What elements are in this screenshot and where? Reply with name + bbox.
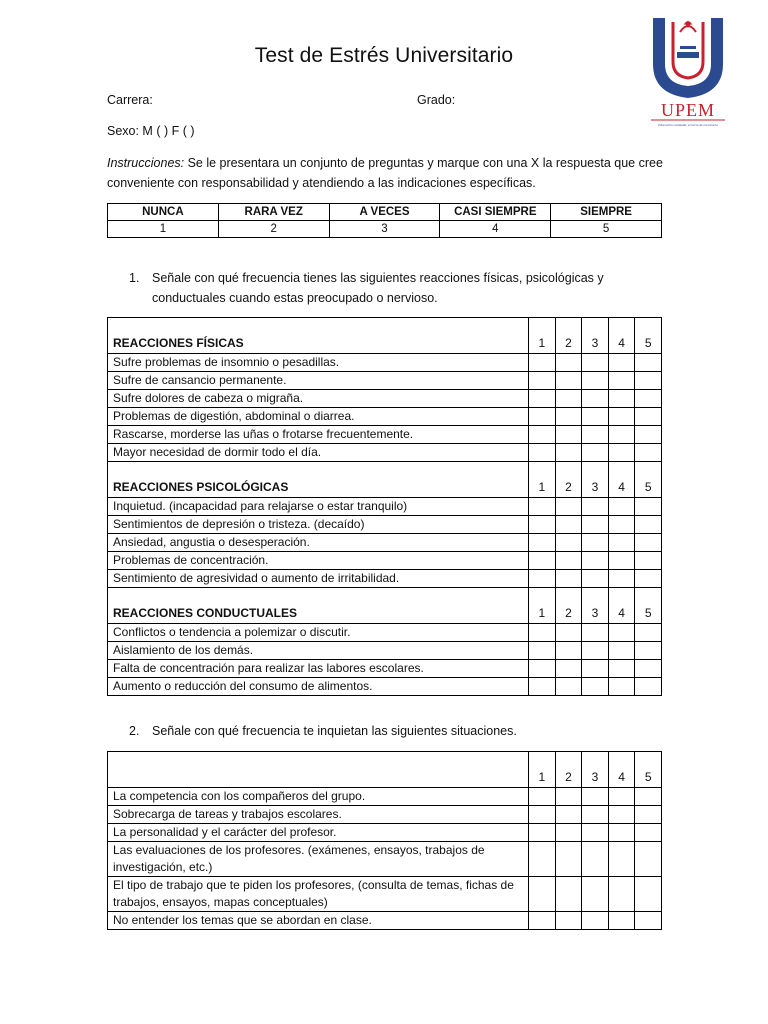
rating-cell[interactable] xyxy=(608,660,635,678)
instructions-text: Se le presentara un conjunto de preguntas y marque con una X la respuesta que cree conveniente con responsabilidad y atendiendo a las indicaciones específicas. xyxy=(107,156,663,190)
rating-cell[interactable] xyxy=(529,642,556,660)
item-label: Problemas de concentración. xyxy=(108,552,529,570)
item-label: Sentimiento de agresividad o aumento de irritabilidad. xyxy=(108,570,529,588)
section-title xyxy=(108,752,529,788)
rating-cell[interactable] xyxy=(529,408,556,426)
item-label: Las evaluaciones de los profesores. (exámenes, ensayos, trabajos de investigación, etc.) xyxy=(108,842,529,877)
table-row xyxy=(108,678,662,696)
scale-value: 4 xyxy=(440,221,551,238)
rating-cell[interactable] xyxy=(529,552,556,570)
logo-tagline: Educación realizada, servicio de excelencia xyxy=(658,123,718,127)
rating-cell[interactable] xyxy=(555,642,582,660)
rating-cell[interactable] xyxy=(582,824,609,842)
table-row xyxy=(108,570,662,588)
rating-cell[interactable] xyxy=(635,678,662,696)
rating-header: 1 xyxy=(529,752,556,788)
rating-cell[interactable] xyxy=(582,498,609,516)
rating-cell[interactable] xyxy=(582,534,609,552)
rating-header: 5 xyxy=(635,318,662,354)
item-label: Sufre problemas de insomnio o pesadillas. xyxy=(108,354,529,372)
table-row xyxy=(108,642,662,660)
scale-table xyxy=(107,203,662,238)
item-label: Problemas de digestión, abdominal o diarrea. xyxy=(108,408,529,426)
rating-cell[interactable] xyxy=(555,552,582,570)
table-row xyxy=(108,534,662,552)
rating-cell[interactable] xyxy=(555,516,582,534)
rating-cell[interactable] xyxy=(635,842,662,877)
instructions-label: Instrucciones: xyxy=(107,156,185,170)
rating-cell[interactable] xyxy=(635,408,662,426)
rating-header: 3 xyxy=(582,752,609,788)
instructions xyxy=(107,153,667,193)
rating-cell[interactable] xyxy=(555,824,582,842)
rating-header: 5 xyxy=(635,588,662,624)
rating-cell[interactable] xyxy=(608,788,635,806)
table-row xyxy=(108,877,662,912)
rating-cell[interactable] xyxy=(529,516,556,534)
rating-cell[interactable] xyxy=(555,570,582,588)
item-label: No entender los temas que se abordan en clase. xyxy=(108,912,529,930)
page-title: Test de Estrés Universitario xyxy=(254,44,514,67)
rating-cell[interactable] xyxy=(608,408,635,426)
rating-cell[interactable] xyxy=(555,354,582,372)
table-row xyxy=(108,408,662,426)
rating-cell[interactable] xyxy=(635,552,662,570)
rating-cell[interactable] xyxy=(635,372,662,390)
reactions-table xyxy=(107,317,662,696)
rating-cell[interactable] xyxy=(608,390,635,408)
rating-cell[interactable] xyxy=(555,390,582,408)
situations-table xyxy=(107,751,662,930)
question-text: Señale con qué frecuencia te inquietan las siguientes situaciones. xyxy=(152,724,517,738)
item-label: Sufre de cansancio permanente. xyxy=(108,372,529,390)
rating-cell[interactable] xyxy=(608,678,635,696)
rating-cell[interactable] xyxy=(555,678,582,696)
rating-cell[interactable] xyxy=(635,516,662,534)
rating-cell[interactable] xyxy=(635,498,662,516)
rating-cell[interactable] xyxy=(529,498,556,516)
item-label: Sentimientos de depresión o tristeza. (decaído) xyxy=(108,516,529,534)
rating-cell[interactable] xyxy=(582,842,609,877)
item-label: La personalidad y el carácter del profesor. xyxy=(108,824,529,842)
item-label: Sufre dolores de cabeza o migraña. xyxy=(108,390,529,408)
item-label: Inquietud. (incapacidad para relajarse o estar tranquilo) xyxy=(108,498,529,516)
rating-cell[interactable] xyxy=(635,824,662,842)
scale-value: 3 xyxy=(329,221,440,238)
rating-cell[interactable] xyxy=(608,806,635,824)
rating-cell[interactable] xyxy=(608,516,635,534)
scale-label: RARA VEZ xyxy=(218,204,329,221)
rating-cell[interactable] xyxy=(582,642,609,660)
section-header-row xyxy=(108,462,662,498)
item-label: Ansiedad, angustia o desesperación. xyxy=(108,534,529,552)
scale-label: NUNCA xyxy=(108,204,219,221)
table-row xyxy=(108,444,662,462)
rating-cell[interactable] xyxy=(555,788,582,806)
rating-header: 1 xyxy=(529,588,556,624)
sexo-field: Sexo: M ( ) F ( ) xyxy=(107,124,195,138)
rating-cell[interactable] xyxy=(555,534,582,552)
rating-cell[interactable] xyxy=(529,788,556,806)
rating-cell[interactable] xyxy=(582,877,609,912)
table-row xyxy=(108,552,662,570)
item-label: La competencia con los compañeros del grupo. xyxy=(108,788,529,806)
rating-cell[interactable] xyxy=(582,552,609,570)
rating-header: 4 xyxy=(608,318,635,354)
item-label: Aumento o reducción del consumo de alimentos. xyxy=(108,678,529,696)
item-label: Rascarse, morderse las uñas o frotarse frecuentemente. xyxy=(108,426,529,444)
rating-cell[interactable] xyxy=(555,444,582,462)
rating-header: 2 xyxy=(555,752,582,788)
rating-cell[interactable] xyxy=(635,806,662,824)
section-header-row xyxy=(108,588,662,624)
rating-cell[interactable] xyxy=(608,877,635,912)
scale-value: 1 xyxy=(108,221,219,238)
rating-cell[interactable] xyxy=(555,877,582,912)
question-text: Señale con qué frecuencia tienes las siguientes reacciones físicas, psicológicas y conductuales cuando estas preocupado o nervioso. xyxy=(152,271,604,305)
rating-header: 2 xyxy=(555,588,582,624)
rating-cell[interactable] xyxy=(608,824,635,842)
logo-text: UPEM xyxy=(660,100,716,120)
rating-cell[interactable] xyxy=(635,570,662,588)
rating-cell[interactable] xyxy=(529,806,556,824)
grado-field: Grado: xyxy=(417,93,456,107)
rating-cell[interactable] xyxy=(582,516,609,534)
rating-header: 5 xyxy=(635,752,662,788)
rating-cell[interactable] xyxy=(635,426,662,444)
rating-cell[interactable] xyxy=(635,660,662,678)
rating-header: 1 xyxy=(529,462,556,498)
item-label: El tipo de trabajo que te piden los profesores, (consulta de temas, fichas de trabajos, ensayos, mapas conceptuales) xyxy=(108,877,529,912)
rating-cell[interactable] xyxy=(582,354,609,372)
rating-cell[interactable] xyxy=(555,498,582,516)
question-number: 2. xyxy=(129,724,140,738)
rating-cell[interactable] xyxy=(555,806,582,824)
rating-cell[interactable] xyxy=(635,534,662,552)
rating-cell[interactable] xyxy=(635,877,662,912)
rating-cell[interactable] xyxy=(555,624,582,642)
scale-value: 2 xyxy=(218,221,329,238)
table-row xyxy=(108,498,662,516)
section-header-row xyxy=(108,752,662,788)
table-row xyxy=(108,390,662,408)
rating-cell[interactable] xyxy=(529,444,556,462)
rating-cell[interactable] xyxy=(582,678,609,696)
table-row xyxy=(108,788,662,806)
rating-cell[interactable] xyxy=(582,408,609,426)
table-row xyxy=(108,806,662,824)
table-row xyxy=(108,354,662,372)
rating-cell[interactable] xyxy=(529,570,556,588)
rating-cell[interactable] xyxy=(582,912,609,930)
rating-cell[interactable] xyxy=(635,912,662,930)
rating-cell[interactable] xyxy=(635,444,662,462)
rating-cell[interactable] xyxy=(608,842,635,877)
scale-label: A VECES xyxy=(329,204,440,221)
item-label: Sobrecarga de tareas y trabajos escolares. xyxy=(108,806,529,824)
rating-cell[interactable] xyxy=(529,678,556,696)
rating-cell[interactable] xyxy=(635,788,662,806)
item-label: Aislamiento de los demás. xyxy=(108,642,529,660)
rating-header: 4 xyxy=(608,752,635,788)
rating-cell[interactable] xyxy=(635,624,662,642)
rating-cell[interactable] xyxy=(582,788,609,806)
rating-cell[interactable] xyxy=(608,642,635,660)
rating-cell[interactable] xyxy=(608,534,635,552)
rating-header: 5 xyxy=(635,462,662,498)
table-row xyxy=(108,516,662,534)
rating-header: 2 xyxy=(555,318,582,354)
rating-cell[interactable] xyxy=(555,660,582,678)
rating-cell[interactable] xyxy=(582,806,609,824)
rating-cell[interactable] xyxy=(582,372,609,390)
carrera-field: Carrera: xyxy=(107,93,153,107)
rating-cell[interactable] xyxy=(608,444,635,462)
section-title: REACCIONES CONDUCTUALES xyxy=(108,588,529,624)
item-label: Falta de concentración para realizar las labores escolares. xyxy=(108,660,529,678)
rating-cell[interactable] xyxy=(555,426,582,444)
section-header-row xyxy=(108,318,662,354)
rating-cell[interactable] xyxy=(529,354,556,372)
question-number: 1. xyxy=(129,271,140,285)
rating-header: 3 xyxy=(582,318,609,354)
rating-cell[interactable] xyxy=(529,842,556,877)
rating-cell[interactable] xyxy=(608,426,635,444)
section-title: REACCIONES PSICOLÓGICAS xyxy=(108,462,529,498)
rating-cell[interactable] xyxy=(608,570,635,588)
rating-cell[interactable] xyxy=(582,624,609,642)
rating-cell[interactable] xyxy=(555,912,582,930)
rating-header: 4 xyxy=(608,588,635,624)
table-row xyxy=(108,912,662,930)
scale-value: 5 xyxy=(551,221,662,238)
rating-cell[interactable] xyxy=(608,552,635,570)
rating-cell[interactable] xyxy=(529,660,556,678)
rating-cell[interactable] xyxy=(582,426,609,444)
rating-cell[interactable] xyxy=(608,372,635,390)
rating-header: 2 xyxy=(555,462,582,498)
rating-cell[interactable] xyxy=(635,390,662,408)
rating-cell[interactable] xyxy=(608,912,635,930)
rating-header: 4 xyxy=(608,462,635,498)
rating-cell[interactable] xyxy=(582,444,609,462)
rating-cell[interactable] xyxy=(529,912,556,930)
upem-logo xyxy=(647,14,729,130)
rating-cell[interactable] xyxy=(529,426,556,444)
rating-header: 1 xyxy=(529,318,556,354)
scale-label: SIEMPRE xyxy=(551,204,662,221)
rating-cell[interactable] xyxy=(608,624,635,642)
rating-cell[interactable] xyxy=(555,842,582,877)
section-title: REACCIONES FÍSICAS xyxy=(108,318,529,354)
item-label: Conflictos o tendencia a polemizar o discutir. xyxy=(108,624,529,642)
rating-cell[interactable] xyxy=(635,642,662,660)
table-row xyxy=(108,842,662,877)
item-label: Mayor necesidad de dormir todo el día. xyxy=(108,444,529,462)
rating-header: 3 xyxy=(582,462,609,498)
rating-cell[interactable] xyxy=(529,824,556,842)
table-row xyxy=(108,824,662,842)
table-row xyxy=(108,660,662,678)
rating-cell[interactable] xyxy=(608,498,635,516)
table-row xyxy=(108,624,662,642)
rating-cell[interactable] xyxy=(582,660,609,678)
rating-cell[interactable] xyxy=(529,372,556,390)
rating-cell[interactable] xyxy=(582,390,609,408)
rating-cell[interactable] xyxy=(555,372,582,390)
rating-header: 3 xyxy=(582,588,609,624)
rating-cell[interactable] xyxy=(582,570,609,588)
rating-cell[interactable] xyxy=(608,354,635,372)
rating-cell[interactable] xyxy=(635,354,662,372)
scale-label: CASI SIEMPRE xyxy=(440,204,551,221)
table-row xyxy=(108,426,662,444)
rating-cell[interactable] xyxy=(529,877,556,912)
rating-cell[interactable] xyxy=(555,408,582,426)
rating-cell[interactable] xyxy=(529,534,556,552)
rating-cell[interactable] xyxy=(529,624,556,642)
rating-cell[interactable] xyxy=(529,390,556,408)
table-row xyxy=(108,372,662,390)
